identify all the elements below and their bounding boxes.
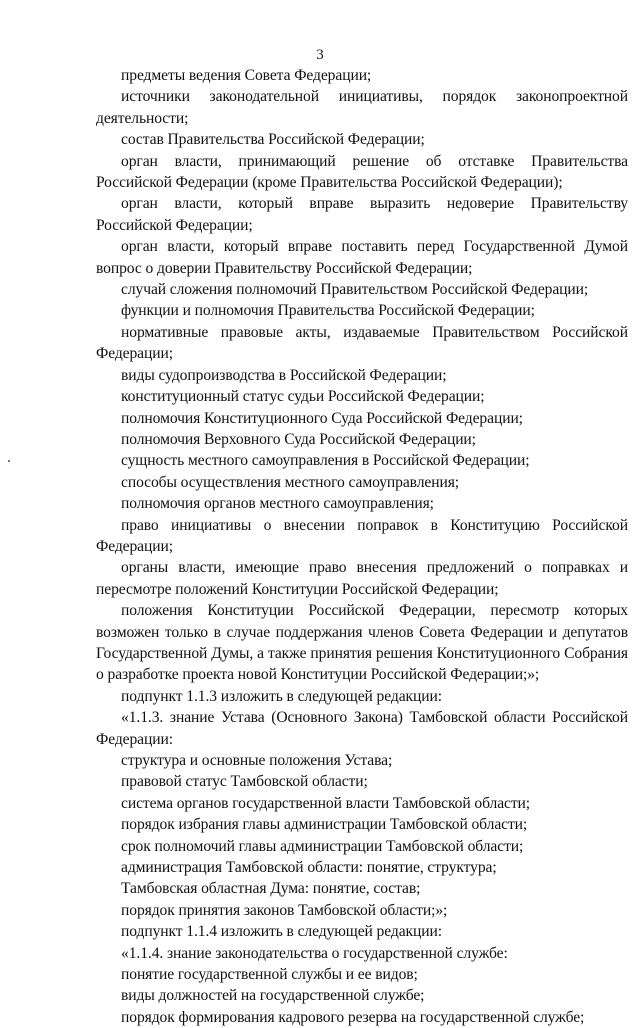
document-paragraph: способы осуществления местного самоуправления; [121, 473, 460, 491]
document-paragraph: полномочия Конституционного Суда Российской Федерации; [121, 409, 523, 427]
document-body [96, 65, 628, 1028]
document-paragraph: подпункт 1.1.3 изложить в следующей редакции: [121, 687, 442, 705]
scan-speck [8, 460, 10, 462]
document-paragraph: положения Конституции Российской Федерации, пересмотр которых возможен только в случае поддержания членов Совета Федерации и депутатов Государственной Думы, а также принятия решения Конституционного Собрания о разработке проекта новой Конституции Российской Федерации;»; [96, 602, 628, 684]
document-paragraph: сущность местного самоуправления в Российской Федерации; [121, 452, 530, 470]
document-paragraph: орган власти, принимающий решение об отставке Правительства Российской Федерации (кроме Правительства Российской Федерации); [96, 152, 628, 192]
document-paragraph: органы власти, имеющие право внесения предложений о поправках и пересмотре положений Конституции Российской Федерации; [96, 559, 628, 598]
document-paragraph: источники законодательной инициативы, порядок законопроектной деятельности; [96, 88, 628, 127]
document-paragraph: структура и основные положения Устава; [121, 752, 393, 769]
document-paragraph: виды должностей на государственной службе; [121, 987, 425, 1005]
document-paragraph: виды судопроизводства в Российской Федерации; [121, 366, 447, 384]
document-paragraph: понятие государственной службы и ее видов; [121, 966, 418, 984]
document-paragraph: конституционный статус судьи Российской Федерации; [121, 388, 485, 406]
document-paragraph: право инициативы о внесении поправок в Конституцию Российской Федерации; [96, 516, 628, 555]
document-paragraph: порядок избрания главы администрации Тамбовской области; [121, 816, 528, 834]
document-paragraph: полномочия органов местного самоуправления; [121, 495, 434, 513]
document-paragraph: предметы ведения Совета Федерации; [121, 67, 372, 84]
page-number: 3 [316, 47, 324, 63]
document-paragraph: система органов государственной власти Тамбовской области; [121, 794, 531, 812]
document-paragraph: срок полномочий главы администрации Тамбовской области; [121, 837, 524, 855]
document-paragraph: подпункт 1.1.4 изложить в следующей редакции: [121, 923, 442, 941]
document-paragraph: случай сложения полномочий Правительством Российской Федерации; [121, 281, 589, 299]
document-paragraph: функции и полномочия Правительства Российской Федерации; [121, 302, 535, 320]
document-paragraph: орган власти, который вправе поставить перед Государственной Думой вопрос о доверии Правительству Российской Федерации; [96, 238, 628, 277]
document-paragraph: правовой статус Тамбовской области; [121, 773, 368, 791]
document-paragraph: орган власти, который вправе выразить недоверие Правительству Российской Федерации; [96, 195, 628, 234]
document-paragraph: Тамбовская областная Дума: понятие, состав; [121, 880, 421, 898]
document-paragraph: полномочия Верховного Суда Российской Федерации; [121, 430, 476, 448]
document-paragraph: нормативные правовые акты, издаваемые Правительством Российской Федерации; [96, 323, 628, 363]
document-paragraph: порядок формирования кадрового резерва на государственной службе; [121, 1008, 585, 1026]
document-paragraph: состав Правительства Российской Федерации; [121, 131, 425, 149]
document-paragraph: порядок принятия законов Тамбовской области;»; [121, 901, 448, 919]
document-paragraph: администрация Тамбовской области: понятие, структура; [121, 859, 497, 877]
document-paragraph: «1.1.4. знание законодательства о государственной службе: [121, 944, 508, 962]
document-paragraph: «1.1.3. знание Устава (Основного Закона) Тамбовской области Российской Федерации: [96, 709, 628, 748]
